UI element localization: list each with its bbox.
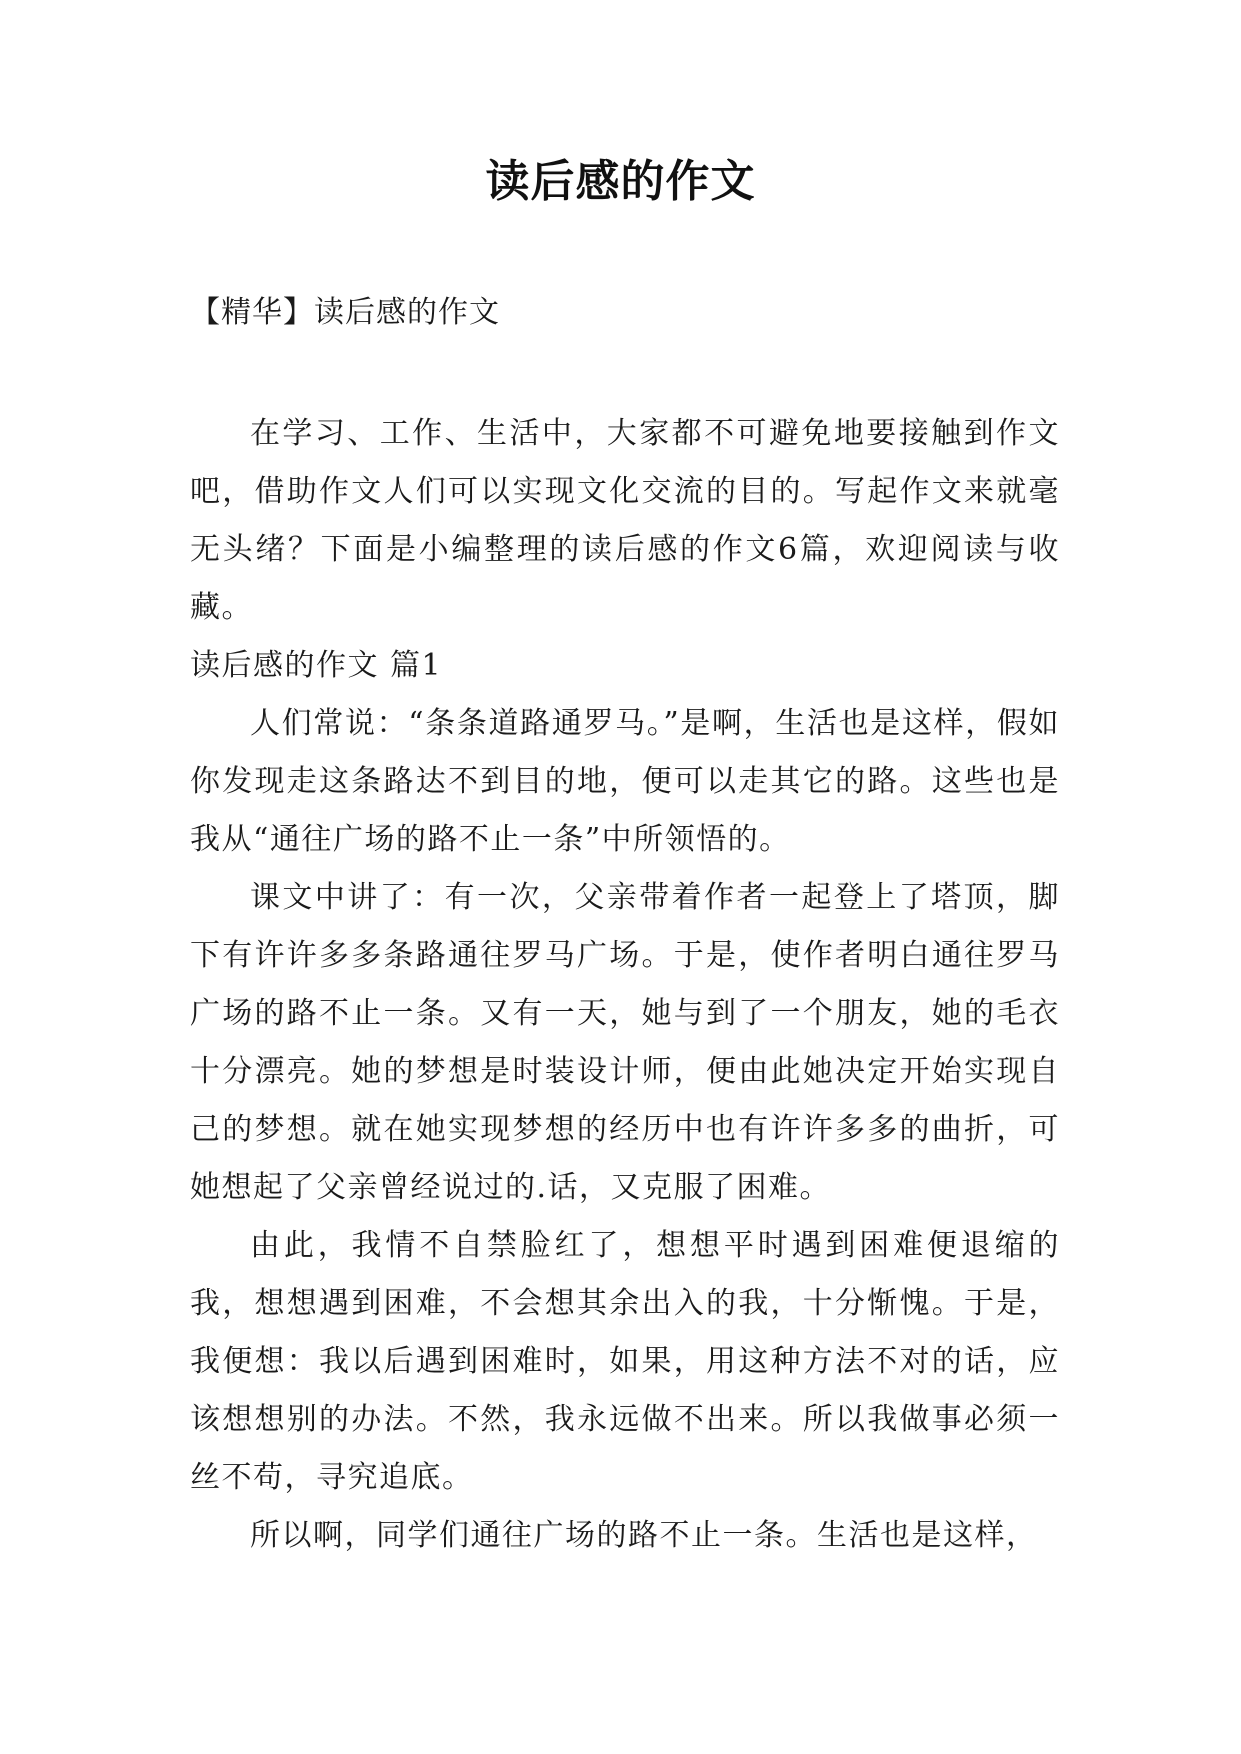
- document-subtitle: 【精华】读后感的作文: [190, 295, 500, 330]
- intro-paragraph: 在学习、工作、生活中，大家都不可避免地要接触到作文吧，借助作文人们可以实现文化交流的目的。写起作文来就毫无头绪？下面是小编整理的读后感的作文6篇，欢迎阅读与收藏。: [190, 416, 1060, 625]
- body-paragraph: 人们常说：“条条道路通罗马。”是啊，生活也是这样，假如你发现走这条路达不到目的地，便可以走其它的路。这些也是我从“通往广场的路不止一条”中所领悟的。: [190, 706, 1060, 857]
- body-paragraph: 所以啊，同学们通往广场的路不止一条。生活也是这样，: [250, 1518, 1038, 1553]
- document-body: [190, 405, 1060, 1565]
- body-paragraph: 由此，我情不自禁脸红了，想想平时遇到困难便退缩的我，想想遇到困难，不会想其余出入的我，十分惭愧。于是，我便想：我以后遇到困难时，如果，用这种方法不对的话，应该想想别的办法。不然，我永远做不出来。所以我做事必须一丝不苟，寻究追底。: [190, 1228, 1060, 1495]
- body-paragraph: 课文中讲了：有一次，父亲带着作者一起登上了塔顶，脚下有许许多多条路通往罗马广场。于是，使作者明白通往罗马广场的路不止一条。又有一天，她与到了一个朋友，她的毛衣十分漂亮。她的梦想是时装设计师，便由此她决定开始实现自己的梦想。就在她实现梦想的经历中也有许许多多的曲折，可她想起了父亲曾经说过的.话，又克服了困难。: [190, 880, 1060, 1205]
- section-heading: 读后感的作文 篇1: [190, 648, 443, 683]
- document-title: 读后感的作文: [485, 156, 756, 207]
